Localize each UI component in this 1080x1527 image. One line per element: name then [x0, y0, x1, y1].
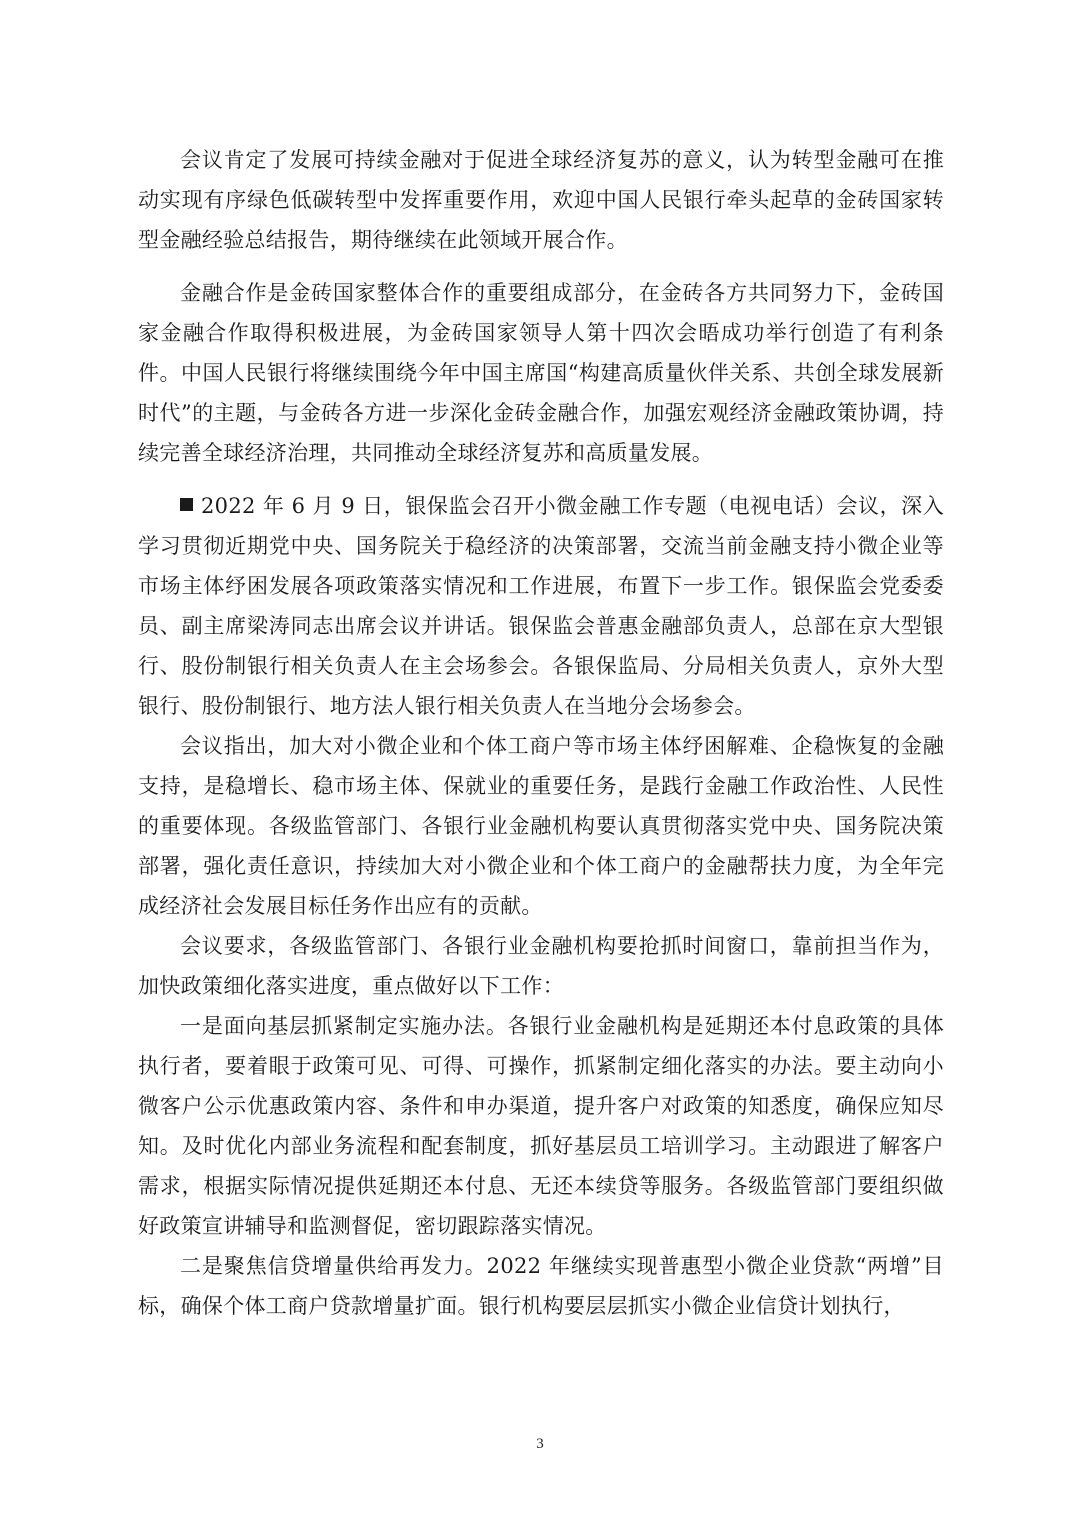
- page-number: 3: [536, 1436, 544, 1452]
- paragraph-brics-cooperation: 金融合作是金砖国家整体合作的重要组成部分，在金砖各方共同努力下，金砖国家金融合作取得积极进展，为金砖国家领导人第十四次会晤成功举行创造了有利条件。中国人民银行将继续围绕今年中国主席国“构建高质量伙伴关系、共创全球发展新时代”的主题，与金砖各方进一步深化金砖金融合作，加强宏观经济金融政策协调，持续完善全球经济治理，共同推动全球经济复苏和高质量发展。: [138, 281, 944, 465]
- paragraph-cbirc-meeting-text: 2022 年 6 月 9 日，银保监会召开小微金融工作专题（电视电话）会议，深入学习贯彻近期党中央、国务院关于稳经济的决策部署，交流当前金融支持小微企业等市场主体纾困发展各项政策落实情况和工作进展，布置下一步工作。银保监会党委委员、副主席梁涛同志出席会议并讲话。银保监会普惠金融部负责人，总部在京大型银行、股份制银行相关负责人在主会场参会。各银保监局、分局相关负责人，京外大型银行、股份制银行、地方法人银行相关负责人在当地分会场参会。: [138, 494, 944, 718]
- document-body: [138, 140, 944, 1326]
- paragraph-cbirc-meeting: [138, 486, 944, 726]
- square-bullet-icon: [180, 498, 193, 511]
- paragraph-sustainable-finance: 会议肯定了发展可持续金融对于促进全球经济复苏的意义，认为转型金融可在推动实现有序绿色低碳转型中发挥重要作用，欢迎中国人民银行牵头起草的金砖国家转型金融经验总结报告，期待继续在此领域开展合作。: [138, 148, 944, 252]
- paragraph-meeting-requirements: 会议要求，各级监管部门、各银行业金融机构要抢抓时间窗口，靠前担当作为，加快政策细化落实进度，重点做好以下工作：: [138, 934, 944, 998]
- paragraph-meeting-points: 会议指出，加大对小微企业和个体工商户等市场主体纾困解难、企稳恢复的金融支持，是稳增长、稳市场主体、保就业的重要任务，是践行金融工作政治性、人民性的重要体现。各级监管部门、各银行业金融机构要认真贯彻落实党中央、国务院决策部署，强化责任意识，持续加大对小微企业和个体工商户的金融帮扶力度，为全年完成经济社会发展目标任务作出应有的贡献。: [138, 734, 944, 918]
- paragraph-item-two: 二是聚焦信贷增量供给再发力。2022 年继续实现普惠型小微企业贷款“两增”目标，确保个体工商户贷款增量扩面。银行机构要层层抓实小微企业信贷计划执行，: [138, 1254, 944, 1318]
- paragraph-item-one: 一是面向基层抓紧制定实施办法。各银行业金融机构是延期还本付息政策的具体执行者，要着眼于政策可见、可得、可操作，抓紧制定细化落实的办法。要主动向小微客户公示优惠政策内容、条件和申办渠道，提升客户对政策的知悉度，确保应知尽知。及时优化内部业务流程和配套制度，抓好基层员工培训学习。主动跟进了解客户需求，根据实际情况提供延期还本付息、无还本续贷等服务。各级监管部门要组织做好政策宣讲辅导和监测督促，密切跟踪落实情况。: [138, 1014, 944, 1238]
